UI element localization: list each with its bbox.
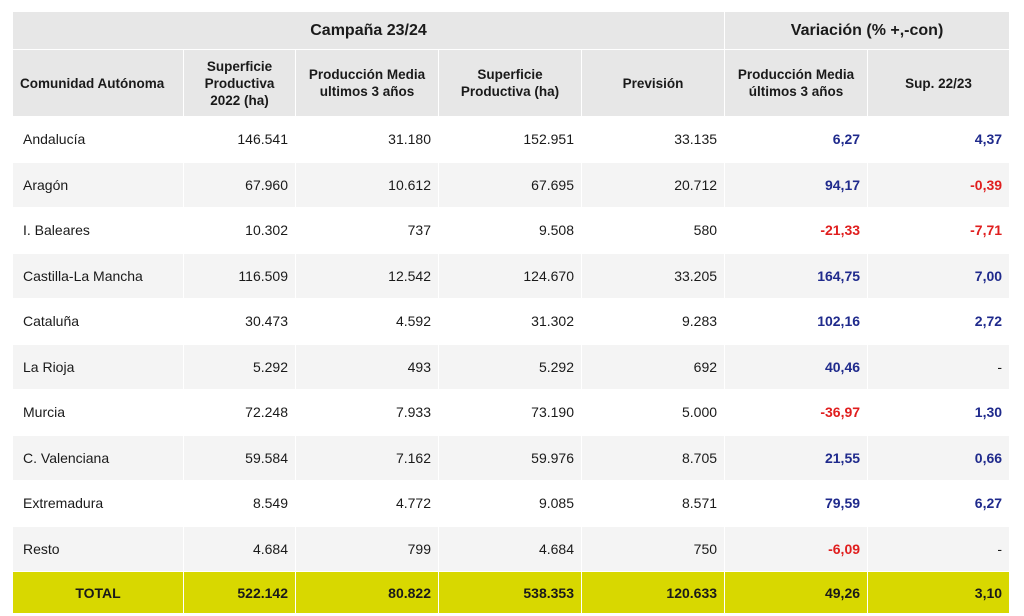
cell-var-produccion: 6,27 <box>725 117 868 163</box>
table-row <box>13 344 1010 390</box>
column-header-superficie-productiva: Superficie Productiva (ha) <box>439 50 582 117</box>
cell-prevision: 20.712 <box>582 162 725 208</box>
cell-prevision: 8.705 <box>582 435 725 481</box>
cell-var-superficie: 2,72 <box>868 299 1010 345</box>
campaign-table <box>12 11 1010 614</box>
campaign-table-container <box>12 11 1009 614</box>
cell-superficie-productiva: 59.976 <box>439 435 582 481</box>
cell-produccion-media: 12.542 <box>296 253 439 299</box>
cell-var-produccion: -21,33 <box>725 208 868 254</box>
column-header-var-produccion: Producción Media últimos 3 años <box>725 50 868 117</box>
total-row <box>13 572 1010 614</box>
cell-var-produccion: 49,26 <box>725 572 868 614</box>
table-row <box>13 208 1010 254</box>
cell-produccion-media: 737 <box>296 208 439 254</box>
cell-var-superficie: - <box>868 344 1010 390</box>
cell-var-superficie: 7,00 <box>868 253 1010 299</box>
column-header-produccion-media: Producción Media ultimos 3 años <box>296 50 439 117</box>
cell-prevision: 8.571 <box>582 481 725 527</box>
cell-produccion-media: 31.180 <box>296 117 439 163</box>
cell-var-superficie: - <box>868 526 1010 572</box>
cell-superficie-productiva: 5.292 <box>439 344 582 390</box>
column-header-row <box>13 50 1010 117</box>
group-header-campaign: Campaña 23/24 <box>13 12 725 50</box>
cell-var-produccion: 40,46 <box>725 344 868 390</box>
cell-superficie-2022: 67.960 <box>184 162 296 208</box>
cell-comunidad: I. Baleares <box>13 208 184 254</box>
cell-superficie-productiva: 73.190 <box>439 390 582 436</box>
cell-var-produccion: 164,75 <box>725 253 868 299</box>
table-row <box>13 253 1010 299</box>
cell-var-superficie: 0,66 <box>868 435 1010 481</box>
cell-superficie-productiva: 538.353 <box>439 572 582 614</box>
table-row <box>13 117 1010 163</box>
cell-comunidad: TOTAL <box>13 572 184 614</box>
cell-superficie-productiva: 9.085 <box>439 481 582 527</box>
cell-comunidad: Murcia <box>13 390 184 436</box>
cell-produccion-media: 7.933 <box>296 390 439 436</box>
table-row <box>13 390 1010 436</box>
cell-comunidad: Extremadura <box>13 481 184 527</box>
cell-var-superficie: 1,30 <box>868 390 1010 436</box>
cell-prevision: 580 <box>582 208 725 254</box>
cell-produccion-media: 7.162 <box>296 435 439 481</box>
cell-var-superficie: -0,39 <box>868 162 1010 208</box>
cell-superficie-productiva: 67.695 <box>439 162 582 208</box>
cell-superficie-productiva: 4.684 <box>439 526 582 572</box>
table-body <box>13 117 1010 614</box>
cell-comunidad: Cataluña <box>13 299 184 345</box>
cell-superficie-2022: 72.248 <box>184 390 296 436</box>
cell-var-superficie: 3,10 <box>868 572 1010 614</box>
cell-prevision: 750 <box>582 526 725 572</box>
cell-var-superficie: -7,71 <box>868 208 1010 254</box>
column-header-prevision: Previsión <box>582 50 725 117</box>
cell-comunidad: La Rioja <box>13 344 184 390</box>
cell-comunidad: Resto <box>13 526 184 572</box>
group-header-row <box>13 12 1010 50</box>
cell-var-produccion: 79,59 <box>725 481 868 527</box>
cell-produccion-media: 799 <box>296 526 439 572</box>
table-row <box>13 526 1010 572</box>
cell-var-produccion: 21,55 <box>725 435 868 481</box>
cell-var-superficie: 4,37 <box>868 117 1010 163</box>
cell-superficie-productiva: 152.951 <box>439 117 582 163</box>
cell-produccion-media: 80.822 <box>296 572 439 614</box>
cell-comunidad: Aragón <box>13 162 184 208</box>
cell-prevision: 5.000 <box>582 390 725 436</box>
cell-var-produccion: -36,97 <box>725 390 868 436</box>
cell-superficie-2022: 10.302 <box>184 208 296 254</box>
table-row <box>13 162 1010 208</box>
table-row <box>13 481 1010 527</box>
cell-superficie-2022: 59.584 <box>184 435 296 481</box>
cell-produccion-media: 10.612 <box>296 162 439 208</box>
column-header-superficie-2022: Superficie Productiva 2022 (ha) <box>184 50 296 117</box>
cell-superficie-2022: 4.684 <box>184 526 296 572</box>
cell-superficie-2022: 522.142 <box>184 572 296 614</box>
cell-prevision: 33.135 <box>582 117 725 163</box>
cell-superficie-2022: 8.549 <box>184 481 296 527</box>
cell-produccion-media: 4.772 <box>296 481 439 527</box>
cell-comunidad: C. Valenciana <box>13 435 184 481</box>
cell-prevision: 120.633 <box>582 572 725 614</box>
cell-var-produccion: 94,17 <box>725 162 868 208</box>
cell-produccion-media: 4.592 <box>296 299 439 345</box>
cell-superficie-2022: 116.509 <box>184 253 296 299</box>
cell-var-superficie: 6,27 <box>868 481 1010 527</box>
cell-produccion-media: 493 <box>296 344 439 390</box>
cell-superficie-2022: 30.473 <box>184 299 296 345</box>
table-row <box>13 299 1010 345</box>
cell-var-produccion: -6,09 <box>725 526 868 572</box>
cell-comunidad: Castilla-La Mancha <box>13 253 184 299</box>
column-header-comunidad: Comunidad Autónoma <box>13 50 184 117</box>
cell-var-produccion: 102,16 <box>725 299 868 345</box>
cell-superficie-productiva: 124.670 <box>439 253 582 299</box>
cell-prevision: 9.283 <box>582 299 725 345</box>
group-header-variation: Variación (% +,-con) <box>725 12 1010 50</box>
cell-superficie-productiva: 9.508 <box>439 208 582 254</box>
cell-superficie-productiva: 31.302 <box>439 299 582 345</box>
cell-superficie-2022: 5.292 <box>184 344 296 390</box>
cell-comunidad: Andalucía <box>13 117 184 163</box>
column-header-var-superficie: Sup. 22/23 <box>868 50 1010 117</box>
cell-prevision: 692 <box>582 344 725 390</box>
cell-superficie-2022: 146.541 <box>184 117 296 163</box>
table-row <box>13 435 1010 481</box>
cell-prevision: 33.205 <box>582 253 725 299</box>
